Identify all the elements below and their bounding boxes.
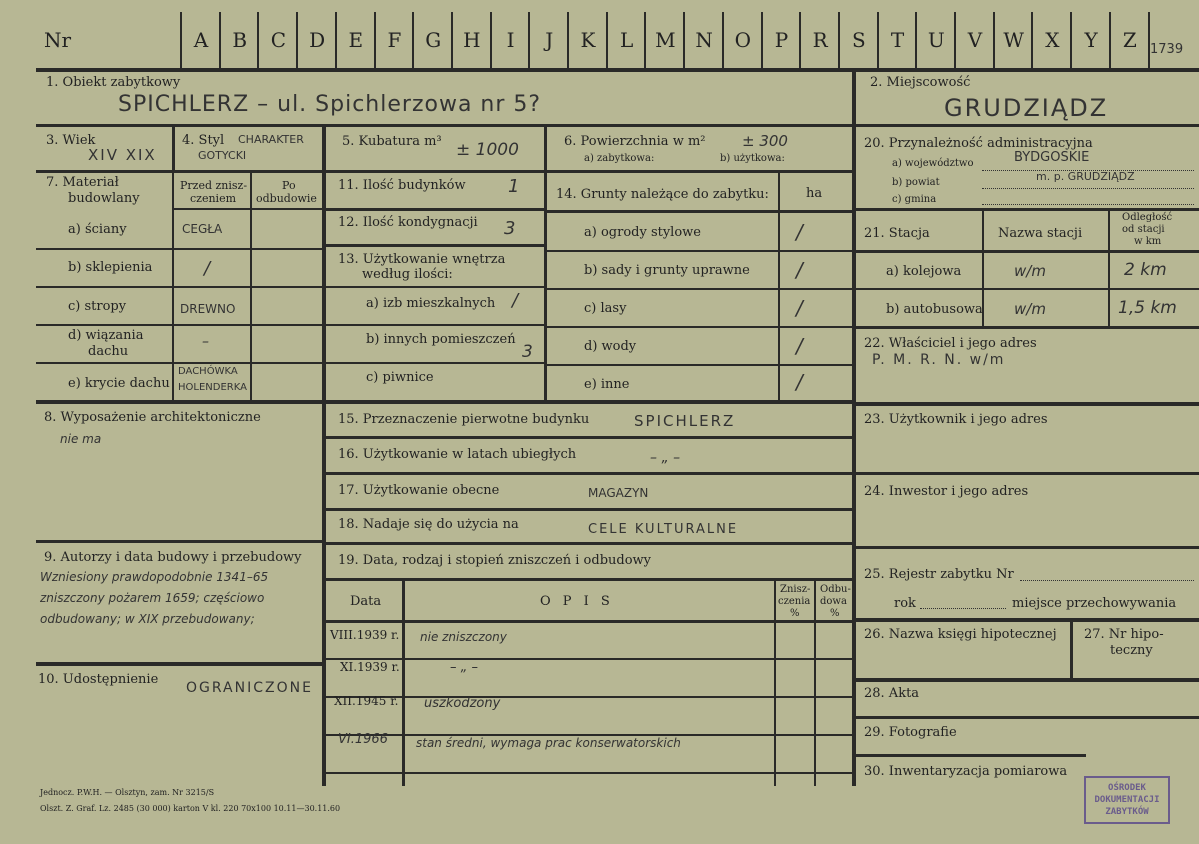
field-9-label: 9. Autorzy i data budowy i przebudowy	[44, 550, 302, 565]
field-19-row-1-date: VIII.1939 r.	[330, 628, 400, 642]
divider	[1070, 620, 1073, 680]
divider	[326, 436, 852, 439]
field-21-col-dist1: Odległość	[1122, 212, 1173, 223]
divider	[856, 754, 1086, 757]
field-7-row-c-value: DREWNO	[180, 302, 236, 316]
field-7-col1b: czeniem	[190, 192, 237, 205]
divider	[856, 326, 1199, 329]
field-19-label: 19. Data, rodzaj i stopień zniszczeń i odbudowy	[338, 553, 652, 568]
field-17-label: 17. Użytkowanie obecne	[338, 483, 500, 498]
divider	[326, 658, 852, 660]
divider	[326, 362, 546, 364]
field-9-line3: odbudowany; w XIX przebudowany;	[40, 612, 255, 626]
corner-number: 1739	[1150, 42, 1184, 57]
field-8-value: nie ma	[60, 432, 102, 446]
institution-stamp	[1084, 776, 1170, 824]
field-27-label: 27. Nr hipo-	[1084, 627, 1164, 642]
divider	[778, 172, 780, 402]
divider	[172, 126, 175, 172]
field-14-row-d-label: d) wody	[584, 339, 637, 354]
divider	[36, 124, 854, 127]
field-10-value: OGRANICZONE	[186, 680, 313, 696]
divider	[36, 170, 324, 173]
field-21-col-dist3: w km	[1134, 236, 1162, 247]
field-1-value: SPICHLERZ – ul. Spichlerzowa nr 5?	[118, 92, 542, 117]
divider	[326, 542, 852, 545]
letter-separator	[1148, 12, 1150, 68]
field-19-row-4-desc: stan średni, wymaga prac konserwatorskich	[416, 736, 681, 750]
field-19-col-od2: dowa	[820, 596, 847, 607]
index-letter-g: G	[425, 28, 442, 52]
field-25-label: 25. Rejestr zabytku Nr	[864, 567, 1014, 582]
field-22-label: 22. Właściciel i jego adres	[864, 336, 1037, 351]
field-30-label: 30. Inwentaryzacja pomiarowa	[864, 764, 1068, 779]
divider	[36, 286, 324, 288]
field-25-line	[1020, 580, 1194, 581]
field-1-label: 1. Obiekt zabytkowy	[46, 75, 181, 90]
index-letter-c: C	[270, 28, 287, 52]
field-19-row-4-date: VI.1966	[338, 732, 388, 747]
index-letter-p: P	[774, 28, 789, 52]
footer-line1: Jednocz. P.W.H. — Olsztyn, zam. Nr 3215/S	[40, 788, 215, 797]
divider	[326, 286, 546, 288]
divider	[36, 540, 324, 543]
field-4-value-a: CHARAKTER	[238, 133, 304, 146]
divider	[856, 546, 1199, 549]
field-13-label: 13. Użytkowanie wnętrza	[338, 252, 506, 267]
index-letter-b: B	[232, 28, 248, 52]
field-20-a-value: BYDGOSKIE	[1014, 150, 1090, 165]
field-6-label: 6. Powierzchnia w m²	[564, 134, 706, 149]
field-4-label: 4. Styl	[182, 133, 225, 148]
field-12-label: 12. Ilość kondygnacji	[338, 215, 478, 230]
field-7-row-b-value: /	[204, 258, 211, 279]
field-7-row-e-value2: HOLENDERKA	[178, 382, 247, 393]
divider	[36, 324, 324, 326]
index-letter-v: V	[967, 28, 983, 52]
field-14-row-e-label: e) inne	[584, 377, 630, 392]
field-19-col-od1: Odbu-	[820, 584, 851, 595]
divider	[814, 580, 816, 786]
field-19-row-2-date: XI.1939 r.	[340, 660, 400, 674]
divider	[326, 508, 852, 511]
field-5-value: ± 1000	[456, 140, 519, 160]
field-19-col-zn-pct: %	[790, 608, 800, 619]
field-14-row-a-label: a) ogrody stylowe	[584, 225, 701, 240]
field-13-label2: według ilości:	[362, 267, 453, 282]
divider	[856, 678, 1199, 682]
footer-line2: Olszt. Z. Graf. Lz. 2485 (30 000) karton V kl. 220 70x100 10.11—30.11.60	[40, 804, 341, 813]
field-9-line2: zniszczony pożarem 1659; częściowo	[40, 591, 265, 605]
field-7-row-a-value: CEGŁA	[182, 222, 223, 236]
field-7-row-e-value: DACHÓWKA	[178, 366, 238, 377]
divider	[172, 208, 324, 210]
field-19-row-1-desc: nie zniszczony	[420, 630, 507, 644]
field-25-miejsce: miejsce przechowywania	[1012, 596, 1177, 611]
field-10-label: 10. Udostępnienie	[38, 672, 159, 687]
divider	[322, 124, 326, 786]
field-7-row-d-label2: dachu	[88, 344, 129, 359]
field-19-col-data: Data	[350, 594, 382, 609]
field-20-b: b) powiat	[892, 177, 940, 188]
nr-label: Nr	[44, 28, 72, 52]
field-27-label2: teczny	[1110, 643, 1153, 658]
field-7-row-e-label: e) krycie dachu	[68, 376, 170, 391]
divider	[36, 248, 324, 250]
field-7-row-c-label: c) stropy	[68, 299, 127, 314]
divider	[546, 326, 852, 328]
index-letter-n: N	[695, 28, 713, 52]
field-16-value: – „ –	[650, 450, 681, 466]
field-21-row-b-dist: 1,5 km	[1118, 298, 1177, 318]
divider	[856, 250, 1199, 253]
field-16-label: 16. Użytkowanie w latach ubiegłych	[338, 447, 577, 462]
divider	[856, 124, 1199, 127]
field-9-line1: Wzniesiony prawdopodobnie 1341–65	[40, 570, 269, 584]
field-15-value: SPICHLERZ	[634, 412, 736, 430]
field-21-row-b-name: w/m	[1014, 300, 1046, 318]
field-7-label2: budowlany	[68, 191, 140, 206]
index-letter-a: A	[193, 28, 209, 52]
field-19-row-2-desc: – „ –	[450, 660, 478, 675]
index-letter-y: Y	[1084, 28, 1098, 52]
index-letter-i: I	[506, 28, 515, 52]
field-15-label: 15. Przeznaczenie pierwotne budynku	[338, 412, 590, 427]
field-20-label: 20. Przynależność administracyjna	[864, 136, 1093, 151]
field-21-row-a-name: w/m	[1014, 262, 1046, 280]
field-14-row-b-value: /	[796, 258, 803, 282]
field-19-row-3-date: XII.1945 r.	[334, 694, 399, 708]
field-28-label: 28. Akta	[864, 686, 920, 701]
field-13-row-a-label: a) izb mieszkalnych	[366, 296, 496, 311]
field-21-col-name: Nazwa stacji	[998, 226, 1083, 241]
divider	[546, 250, 852, 252]
index-letter-o: O	[734, 28, 751, 52]
divider	[326, 244, 546, 247]
field-7-label: 7. Materiał	[46, 175, 119, 190]
field-19-col-opis: O P I S	[540, 594, 614, 609]
field-6-sub-a: a) zabytkowa:	[584, 153, 655, 164]
index-letter-d: D	[309, 28, 326, 52]
divider	[326, 772, 852, 774]
index-letter-k: K	[580, 28, 596, 52]
field-7-row-d-value: –	[202, 334, 209, 350]
field-7-col2a: Po	[282, 179, 296, 192]
field-13-row-b-label: b) innych pomieszczeń	[366, 332, 516, 347]
divider	[36, 662, 324, 666]
field-21-row-a-label: a) kolejowa	[886, 264, 962, 279]
divider	[544, 124, 547, 402]
index-letter-f: F	[387, 28, 402, 52]
index-letter-l: L	[620, 28, 634, 52]
field-7-row-d-label: d) wiązania	[68, 328, 144, 343]
divider	[326, 696, 852, 698]
index-letter-h: H	[463, 28, 481, 52]
index-letter-x: X	[1045, 28, 1060, 52]
index-letter-m: M	[655, 28, 676, 52]
divider	[856, 472, 1199, 475]
index-letter-t: T	[890, 28, 905, 52]
field-12-value: 3	[504, 218, 516, 239]
field-19-row-3-desc: uszkodzony	[424, 696, 501, 711]
divider	[856, 618, 1199, 622]
field-14-row-e-value: /	[796, 370, 803, 394]
stamp-line1: OŚRODEK	[1108, 783, 1146, 793]
field-2-label: 2. Miejscowość	[870, 75, 971, 90]
field-3-value: XIV XIX	[88, 146, 157, 164]
divider	[402, 580, 405, 786]
field-13-row-a-value: /	[512, 290, 519, 311]
field-7-col2b: odbudowie	[256, 192, 317, 205]
field-5-label: 5. Kubatura m³	[342, 134, 442, 149]
divider	[546, 210, 852, 213]
index-letter-w: W	[1003, 28, 1024, 52]
divider	[36, 400, 854, 404]
field-26-label: 26. Nazwa księgi hipotecznej	[864, 627, 1057, 642]
field-21-row-b-label: b) autobusowa	[886, 302, 983, 317]
field-20-b-line	[982, 188, 1194, 189]
field-7-row-b-label: b) sklepienia	[68, 260, 153, 275]
field-24-label: 24. Inwestor i jego adres	[864, 484, 1029, 499]
index-letter-e: E	[348, 28, 364, 52]
field-6-sub-b: b) użytkowa:	[720, 153, 785, 164]
field-19-col-od-pct: %	[830, 608, 840, 619]
divider	[326, 472, 852, 475]
field-11-value: 1	[508, 176, 520, 197]
field-25-rok-line	[920, 608, 1006, 609]
field-18-label: 18. Nadaje się do użycia na	[338, 517, 519, 532]
field-7-col1a: Przed znisz-	[180, 179, 248, 192]
divider	[546, 364, 852, 366]
field-8-label: 8. Wyposażenie architektoniczne	[44, 410, 261, 425]
divider	[774, 580, 776, 786]
field-18-value: CELE KULTURALNE	[588, 522, 739, 537]
field-25-rok: rok	[894, 596, 916, 611]
field-21-col-dist2: od stacji	[1122, 224, 1165, 235]
field-20-c: c) gmina	[892, 194, 937, 205]
divider	[856, 402, 1199, 406]
field-17-value: MAGAZYN	[588, 486, 649, 500]
divider	[36, 362, 324, 364]
divider	[326, 324, 546, 326]
index-letter-s: S	[852, 28, 866, 52]
field-20-b-value: m. p. GRUDZIĄDZ	[1036, 170, 1135, 183]
divider	[546, 288, 852, 290]
field-4-value-b: GOTYCKI	[198, 149, 247, 162]
index-letter-r: R	[812, 28, 828, 52]
field-20-c-line	[982, 204, 1194, 205]
field-11-label: 11. Ilość budynków	[338, 178, 466, 193]
field-14-row-b-label: b) sady i grunty uprawne	[584, 263, 750, 278]
field-23-label: 23. Użytkownik i jego adres	[864, 412, 1048, 427]
field-14-row-d-value: /	[796, 334, 803, 358]
field-19-col-zn2: czenia	[778, 596, 811, 607]
field-21-row-a-dist: 2 km	[1124, 260, 1167, 280]
stamp-line2: DOKUMENTACJI	[1094, 795, 1160, 805]
field-14-label: 14. Grunty należące do zabytku:	[556, 187, 769, 202]
field-29-label: 29. Fotografie	[864, 725, 957, 740]
divider	[856, 208, 1199, 211]
field-21-label: 21. Stacja	[864, 226, 930, 241]
field-14-row-c-label: c) lasy	[584, 301, 627, 316]
field-19-col-zn1: Znisz-	[780, 584, 811, 595]
index-letter-u: U	[927, 28, 945, 52]
index-letter-j: J	[545, 28, 554, 52]
field-2-value: GRUDZIĄDZ	[944, 94, 1109, 122]
field-13-row-b-value: 3	[522, 342, 533, 362]
divider	[326, 170, 852, 173]
header-bottom-rule	[36, 68, 1199, 72]
field-3-label: 3. Wiek	[46, 133, 96, 148]
field-20-a: a) województwo	[892, 158, 974, 169]
field-22-value: P. M. R. N. w/m	[872, 352, 1006, 368]
field-7-row-a-label: a) ściany	[68, 222, 127, 237]
field-14-row-a-value: /	[796, 220, 803, 244]
field-14-unit: ha	[806, 186, 823, 201]
stamp-line3: ZABYTKÓW	[1105, 807, 1149, 817]
index-letter-z: Z	[1122, 28, 1137, 52]
field-14-row-c-value: /	[796, 296, 803, 320]
divider	[856, 716, 1199, 719]
divider	[326, 208, 546, 211]
field-13-row-c-label: c) piwnice	[366, 370, 434, 385]
field-6-value: ± 300	[742, 132, 788, 150]
divider	[1108, 210, 1110, 328]
divider	[856, 288, 1199, 290]
